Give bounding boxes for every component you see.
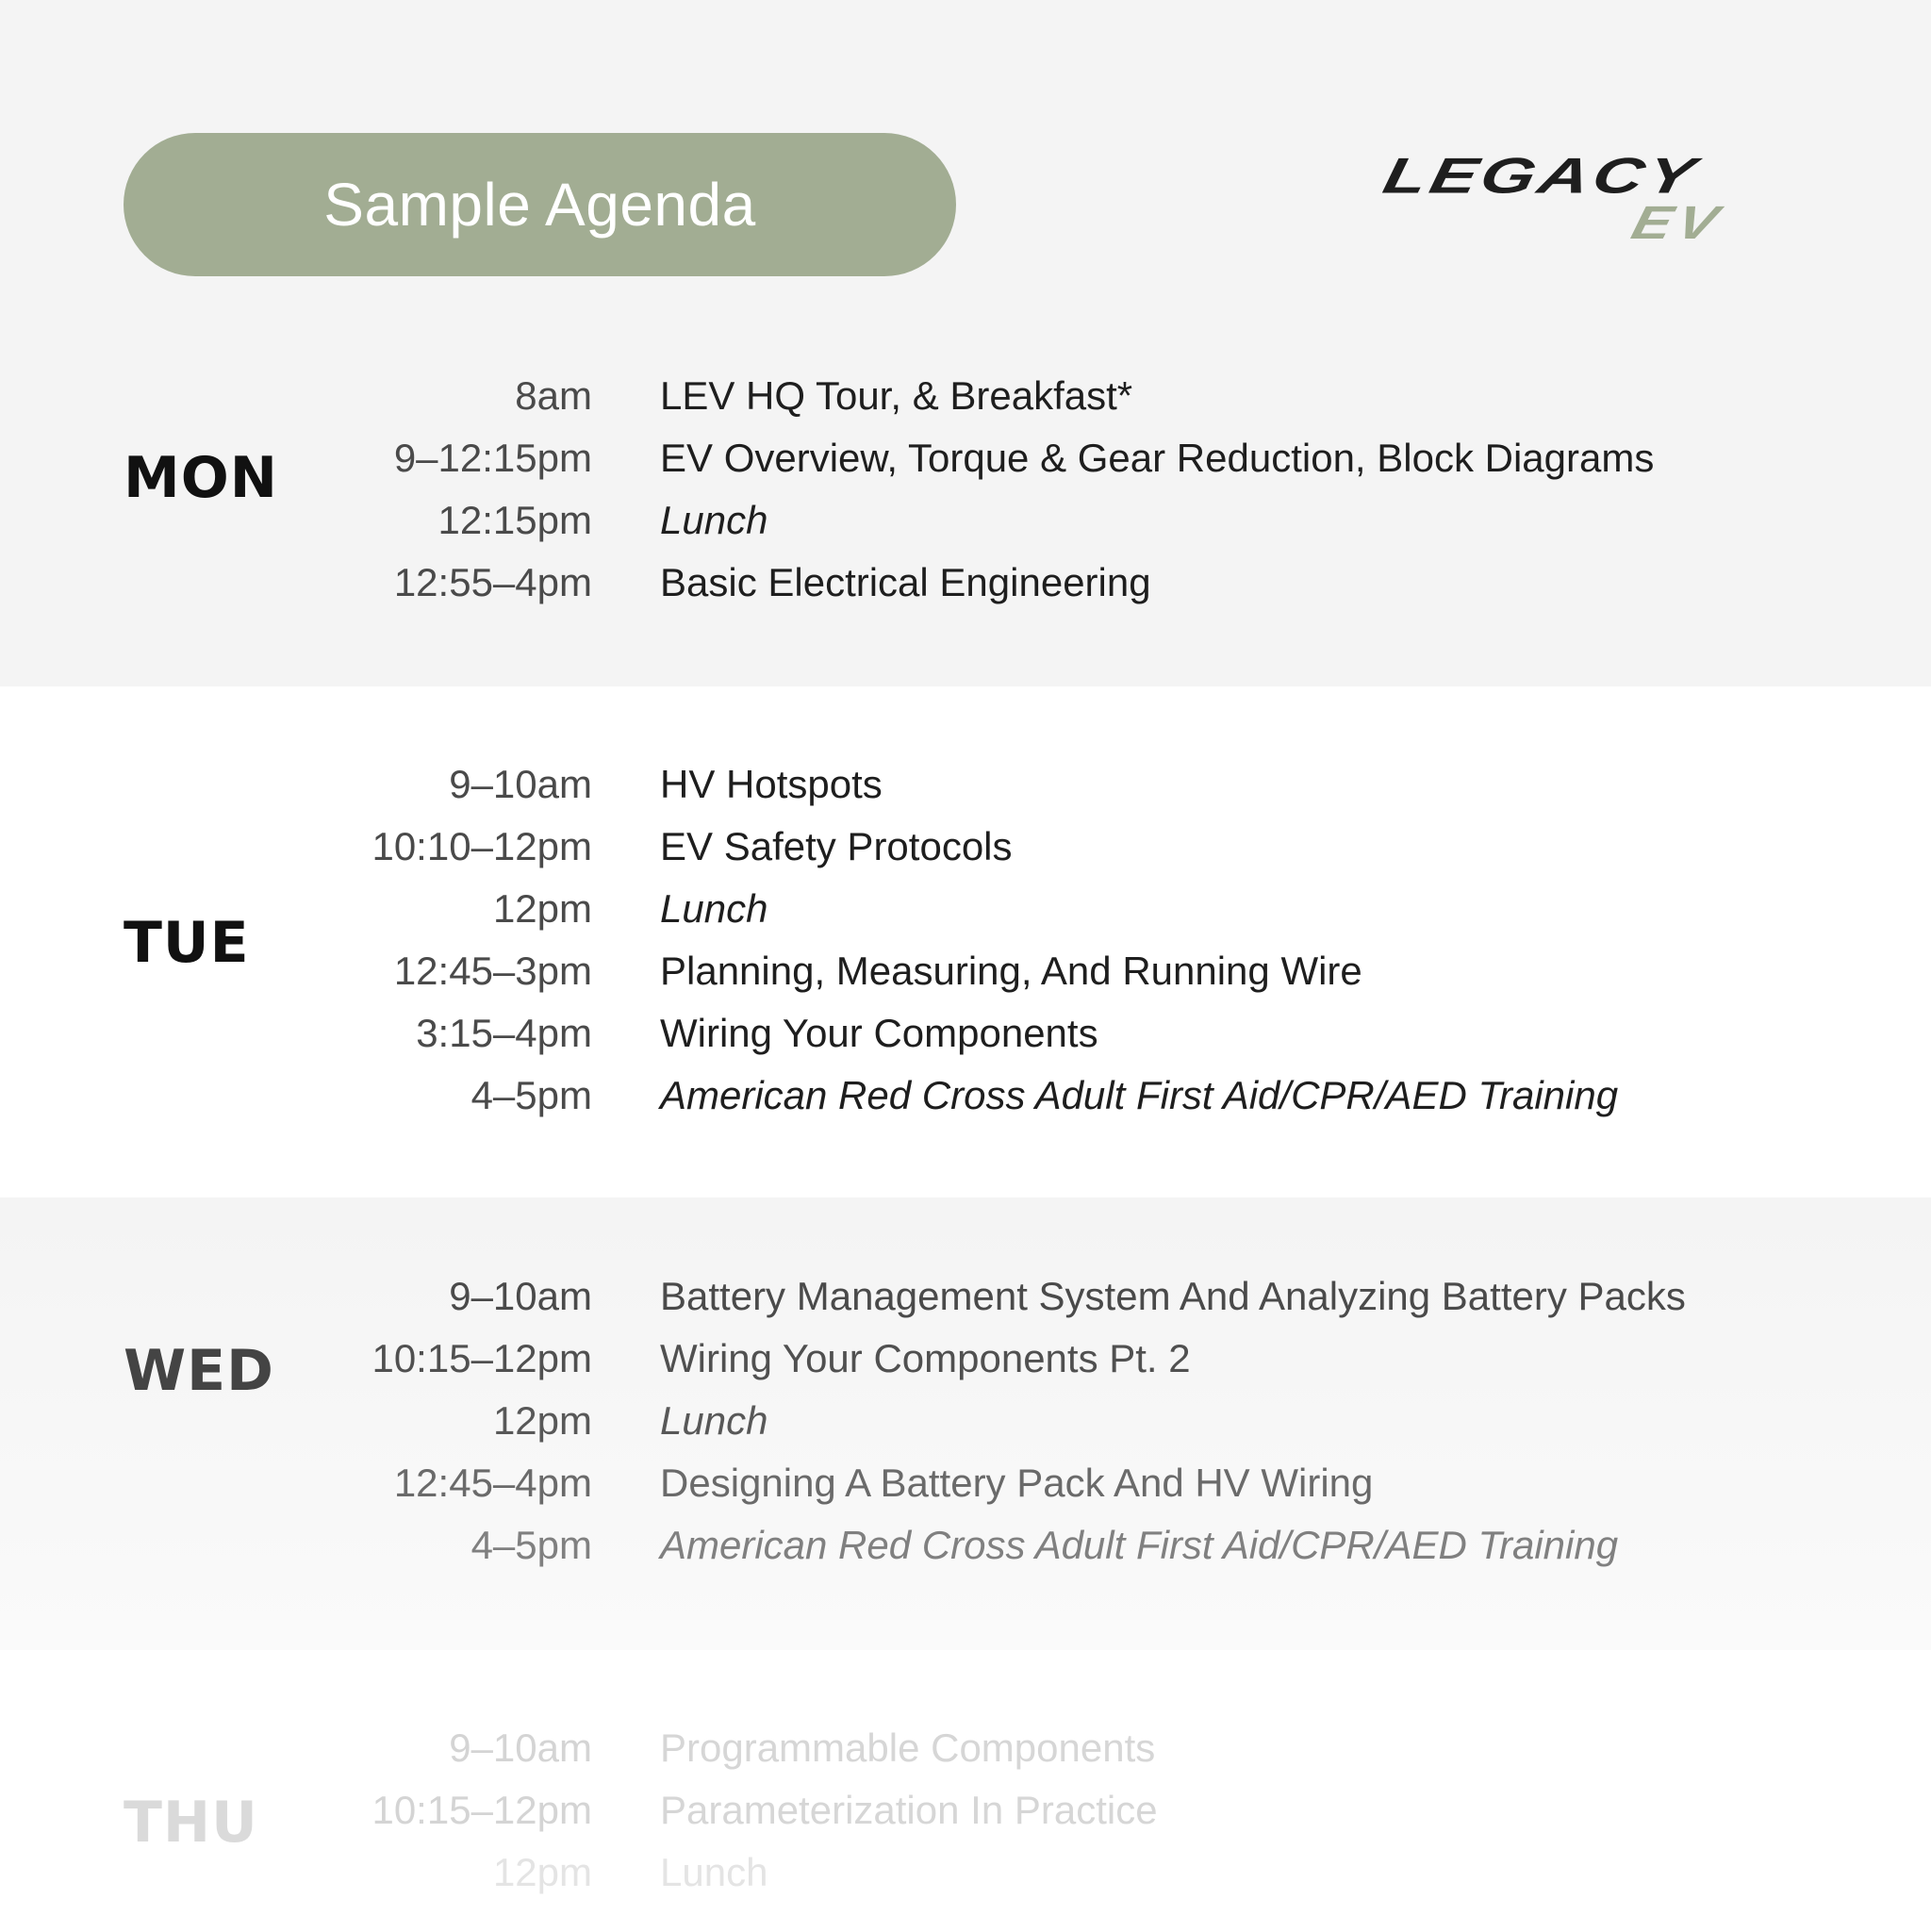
session-time: 12pm: [492, 886, 592, 931]
agenda-title-pill: [124, 133, 956, 276]
session-title: EV Overview, Torque & Gear Reduction, Block Diagrams: [660, 436, 1655, 480]
session-title: Battery Management System And Analyzing Battery Packs: [660, 1274, 1686, 1318]
session-time: 4–5pm: [470, 1073, 592, 1117]
session-title: Parameterization In Practice: [660, 1788, 1158, 1832]
session-title: Basic Electrical Engineering: [660, 560, 1151, 604]
session-title: American Red Cross Adult First Aid/CPR/AED Training: [660, 1523, 1619, 1567]
session-title: Lunch: [660, 1850, 768, 1894]
session-title: LEV HQ Tour, & Breakfast*: [660, 373, 1133, 418]
session-time: 8am: [515, 373, 592, 418]
schedule-tue: [0, 753, 1931, 1127]
session-time: 4–5pm: [470, 1523, 592, 1567]
session-time: 9–12:15pm: [393, 436, 592, 480]
schedule-row: [0, 365, 1931, 427]
schedule-row: [0, 1328, 1931, 1390]
session-time: 12pm: [492, 1850, 592, 1894]
session-title: Wiring Your Components Pt. 2: [660, 1336, 1191, 1380]
session-time: 12:45–4pm: [393, 1461, 592, 1505]
schedule-row: [0, 1452, 1931, 1514]
session-title: Planning, Measuring, And Running Wire: [660, 949, 1362, 993]
session-time: 3:15–4pm: [416, 1011, 592, 1055]
day-label-thu: THU: [124, 1790, 258, 1856]
schedule-row: [0, 489, 1931, 552]
schedule-row: [0, 427, 1931, 489]
schedule-row: [0, 552, 1931, 614]
schedule-row: [0, 816, 1931, 878]
logo-wordmark: LEGACY: [1378, 147, 1705, 205]
session-title: Programmable Components: [660, 1726, 1156, 1770]
session-time: 9–10am: [449, 1726, 592, 1770]
session-time: 9–10am: [449, 762, 592, 806]
session-title: Lunch: [660, 886, 768, 931]
session-time: 12pm: [492, 1398, 592, 1443]
schedule-row: [0, 1265, 1931, 1328]
session-title: Lunch: [660, 498, 768, 542]
page-title: Sample Agenda: [323, 171, 756, 239]
session-title: Lunch: [660, 1398, 768, 1443]
legacy-ev-logo: [1378, 147, 1810, 262]
session-time: 12:55–4pm: [393, 560, 592, 604]
schedule-thu: [0, 1717, 1931, 1904]
day-label-wed: WED: [124, 1338, 274, 1404]
session-time: 12:15pm: [437, 498, 592, 542]
schedule-row: [0, 1002, 1931, 1065]
session-time: 10:15–12pm: [371, 1336, 592, 1380]
schedule-row: [0, 1514, 1931, 1577]
session-title: American Red Cross Adult First Aid/CPR/AED Training: [660, 1073, 1619, 1117]
session-time: 10:15–12pm: [371, 1788, 592, 1832]
session-title: HV Hotspots: [660, 762, 883, 806]
session-time: 10:10–12pm: [371, 824, 592, 868]
day-label-tue: TUE: [124, 910, 250, 976]
schedule-row: [0, 753, 1931, 816]
schedule-row: [0, 1390, 1931, 1452]
schedule-mon: [0, 365, 1931, 614]
session-title: Wiring Your Components: [660, 1011, 1098, 1055]
schedule-row: [0, 940, 1931, 1002]
schedule-row: [0, 1717, 1931, 1779]
session-title: EV Safety Protocols: [660, 824, 1013, 868]
session-time: 12:45–3pm: [393, 949, 592, 993]
day-label-mon: MON: [124, 445, 278, 511]
schedule-row: [0, 1779, 1931, 1841]
session-time: 9–10am: [449, 1274, 592, 1318]
schedule-wed: [0, 1265, 1931, 1577]
session-title: Designing A Battery Pack And HV Wiring: [660, 1461, 1374, 1505]
schedule-row: [0, 1841, 1931, 1904]
schedule-row: [0, 1065, 1931, 1127]
logo-ev-mark: EV: [1626, 196, 1729, 249]
schedule-row: [0, 878, 1931, 940]
